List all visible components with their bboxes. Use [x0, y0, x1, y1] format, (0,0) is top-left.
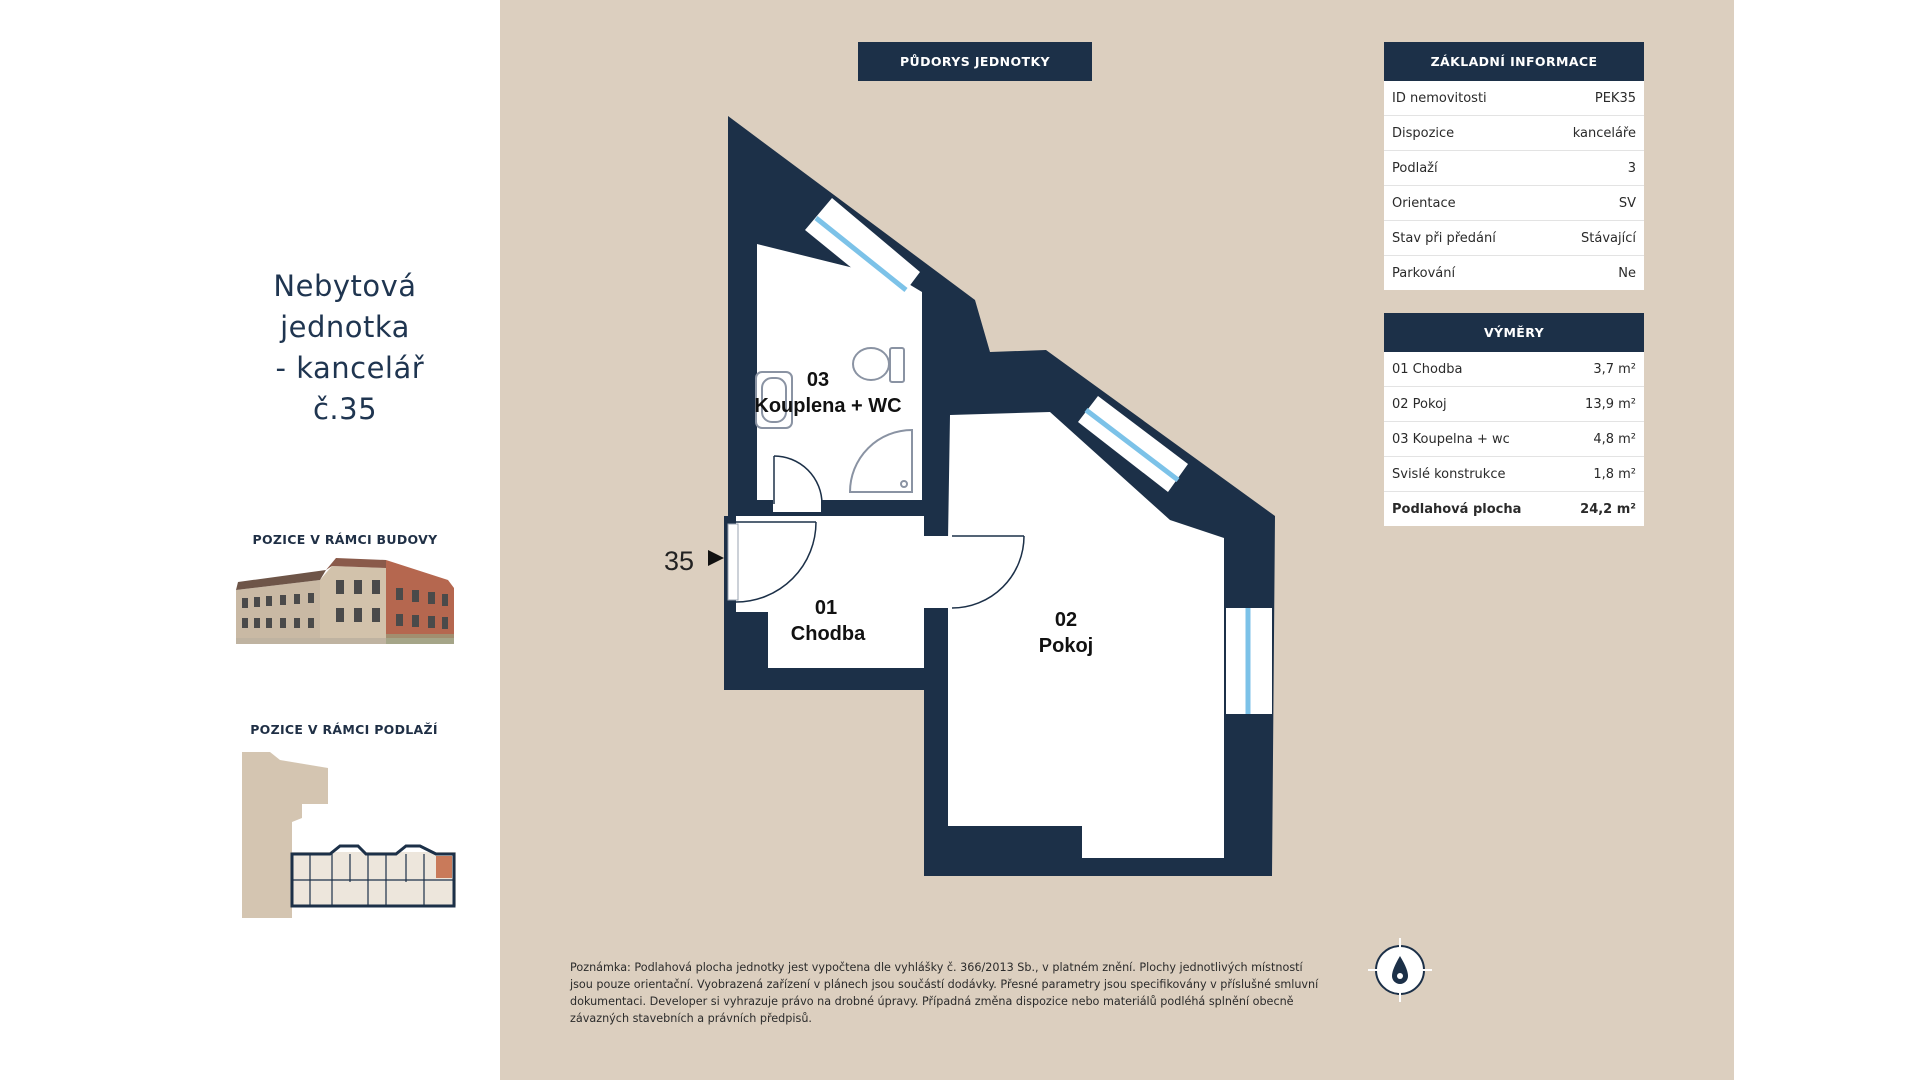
- areas-panel: [1384, 313, 1644, 526]
- area-row: [1384, 387, 1644, 422]
- window-3: [1226, 608, 1272, 714]
- basic-info-title: ZÁKLADNÍ INFORMACE: [1384, 42, 1644, 81]
- info-label: Stav při předání: [1392, 230, 1496, 246]
- area-label: 03 Koupelna + wc: [1392, 431, 1510, 447]
- unit-title-line-4: č.35: [312, 392, 378, 426]
- unit-title-line-3: - kancelář: [265, 351, 425, 385]
- basic-info-panel: [1384, 42, 1644, 290]
- area-value: 3,7 m²: [1593, 361, 1636, 377]
- area-value: 13,9 m²: [1585, 396, 1636, 412]
- room-03-number: 03: [806, 369, 830, 391]
- info-row: [1384, 151, 1644, 186]
- entrance-marker: [664, 546, 724, 576]
- info-label: Orientace: [1392, 195, 1456, 211]
- unit-title-line-2: jednotka: [280, 310, 410, 344]
- area-label: 01 Chodba: [1392, 361, 1463, 377]
- info-value: PEK35: [1594, 90, 1636, 106]
- floor-position-title: POZICE V RÁMCI PODLAŽÍ: [250, 722, 438, 737]
- disclaimer-note: Poznámka: Podlahová plocha jednotky jest vypočtena dle vyhlášky č. 366/2013 Sb., v platném znění. Plochy jednotlivých místností jsou pouze orientační. Vyobrazená zařízení v plánech jsou součástí dodávky. Přesné parametry jsou specifikovány v příslušné smluvní dokumentaci. Developer si vyhrazuje právo na drobné úpravy. Případná změna dispozice nebo materiálů podléhá splnění obecně závazných stavebních a právních předpisů.: [570, 961, 1319, 1025]
- info-row: [1384, 221, 1644, 256]
- area-total-value: 24,2 m²: [1580, 501, 1636, 517]
- area-value: 1,8 m²: [1593, 466, 1636, 482]
- areas-title: VÝMĚRY: [1384, 313, 1644, 352]
- info-label: Dispozice: [1392, 125, 1455, 141]
- info-label: Podlaží: [1392, 160, 1438, 176]
- info-row: [1384, 256, 1644, 290]
- area-row: [1384, 352, 1644, 387]
- info-value: Stávající: [1581, 230, 1636, 246]
- area-label: Svislé konstrukce: [1392, 466, 1506, 482]
- plan-header: PŮDORYS JEDNOTKY: [858, 42, 1092, 81]
- info-value: 3: [1627, 160, 1636, 176]
- room-03-name: Kouplena + WC: [754, 395, 902, 417]
- room-02-number: 02: [1054, 609, 1078, 631]
- info-label: ID nemovitosti: [1392, 90, 1487, 106]
- area-label: 02 Pokoj: [1392, 396, 1447, 412]
- unit-title-line-1: Nebytová: [273, 269, 417, 303]
- room-02-name: Pokoj: [1038, 635, 1094, 657]
- building-position-title: POZICE V RÁMCI BUDOVY: [252, 532, 438, 547]
- area-value: 4,8 m²: [1593, 431, 1636, 447]
- room-01-name: Chodba: [790, 623, 866, 645]
- info-value: kanceláře: [1572, 125, 1636, 141]
- area-row: [1384, 422, 1644, 457]
- entrance-arrow-icon: [708, 550, 724, 566]
- info-value: Ne: [1618, 265, 1636, 281]
- entrance-label: 35: [664, 546, 695, 576]
- info-value: SV: [1618, 195, 1636, 211]
- area-total-row: [1384, 492, 1644, 526]
- area-row: [1384, 457, 1644, 492]
- info-row: [1384, 116, 1644, 151]
- compass-icon: [1368, 938, 1432, 1002]
- info-row: [1384, 81, 1644, 116]
- room-01-number: 01: [814, 597, 838, 619]
- info-label: Parkování: [1392, 265, 1456, 281]
- area-total-label: Podlahová plocha: [1392, 501, 1522, 517]
- info-row: [1384, 186, 1644, 221]
